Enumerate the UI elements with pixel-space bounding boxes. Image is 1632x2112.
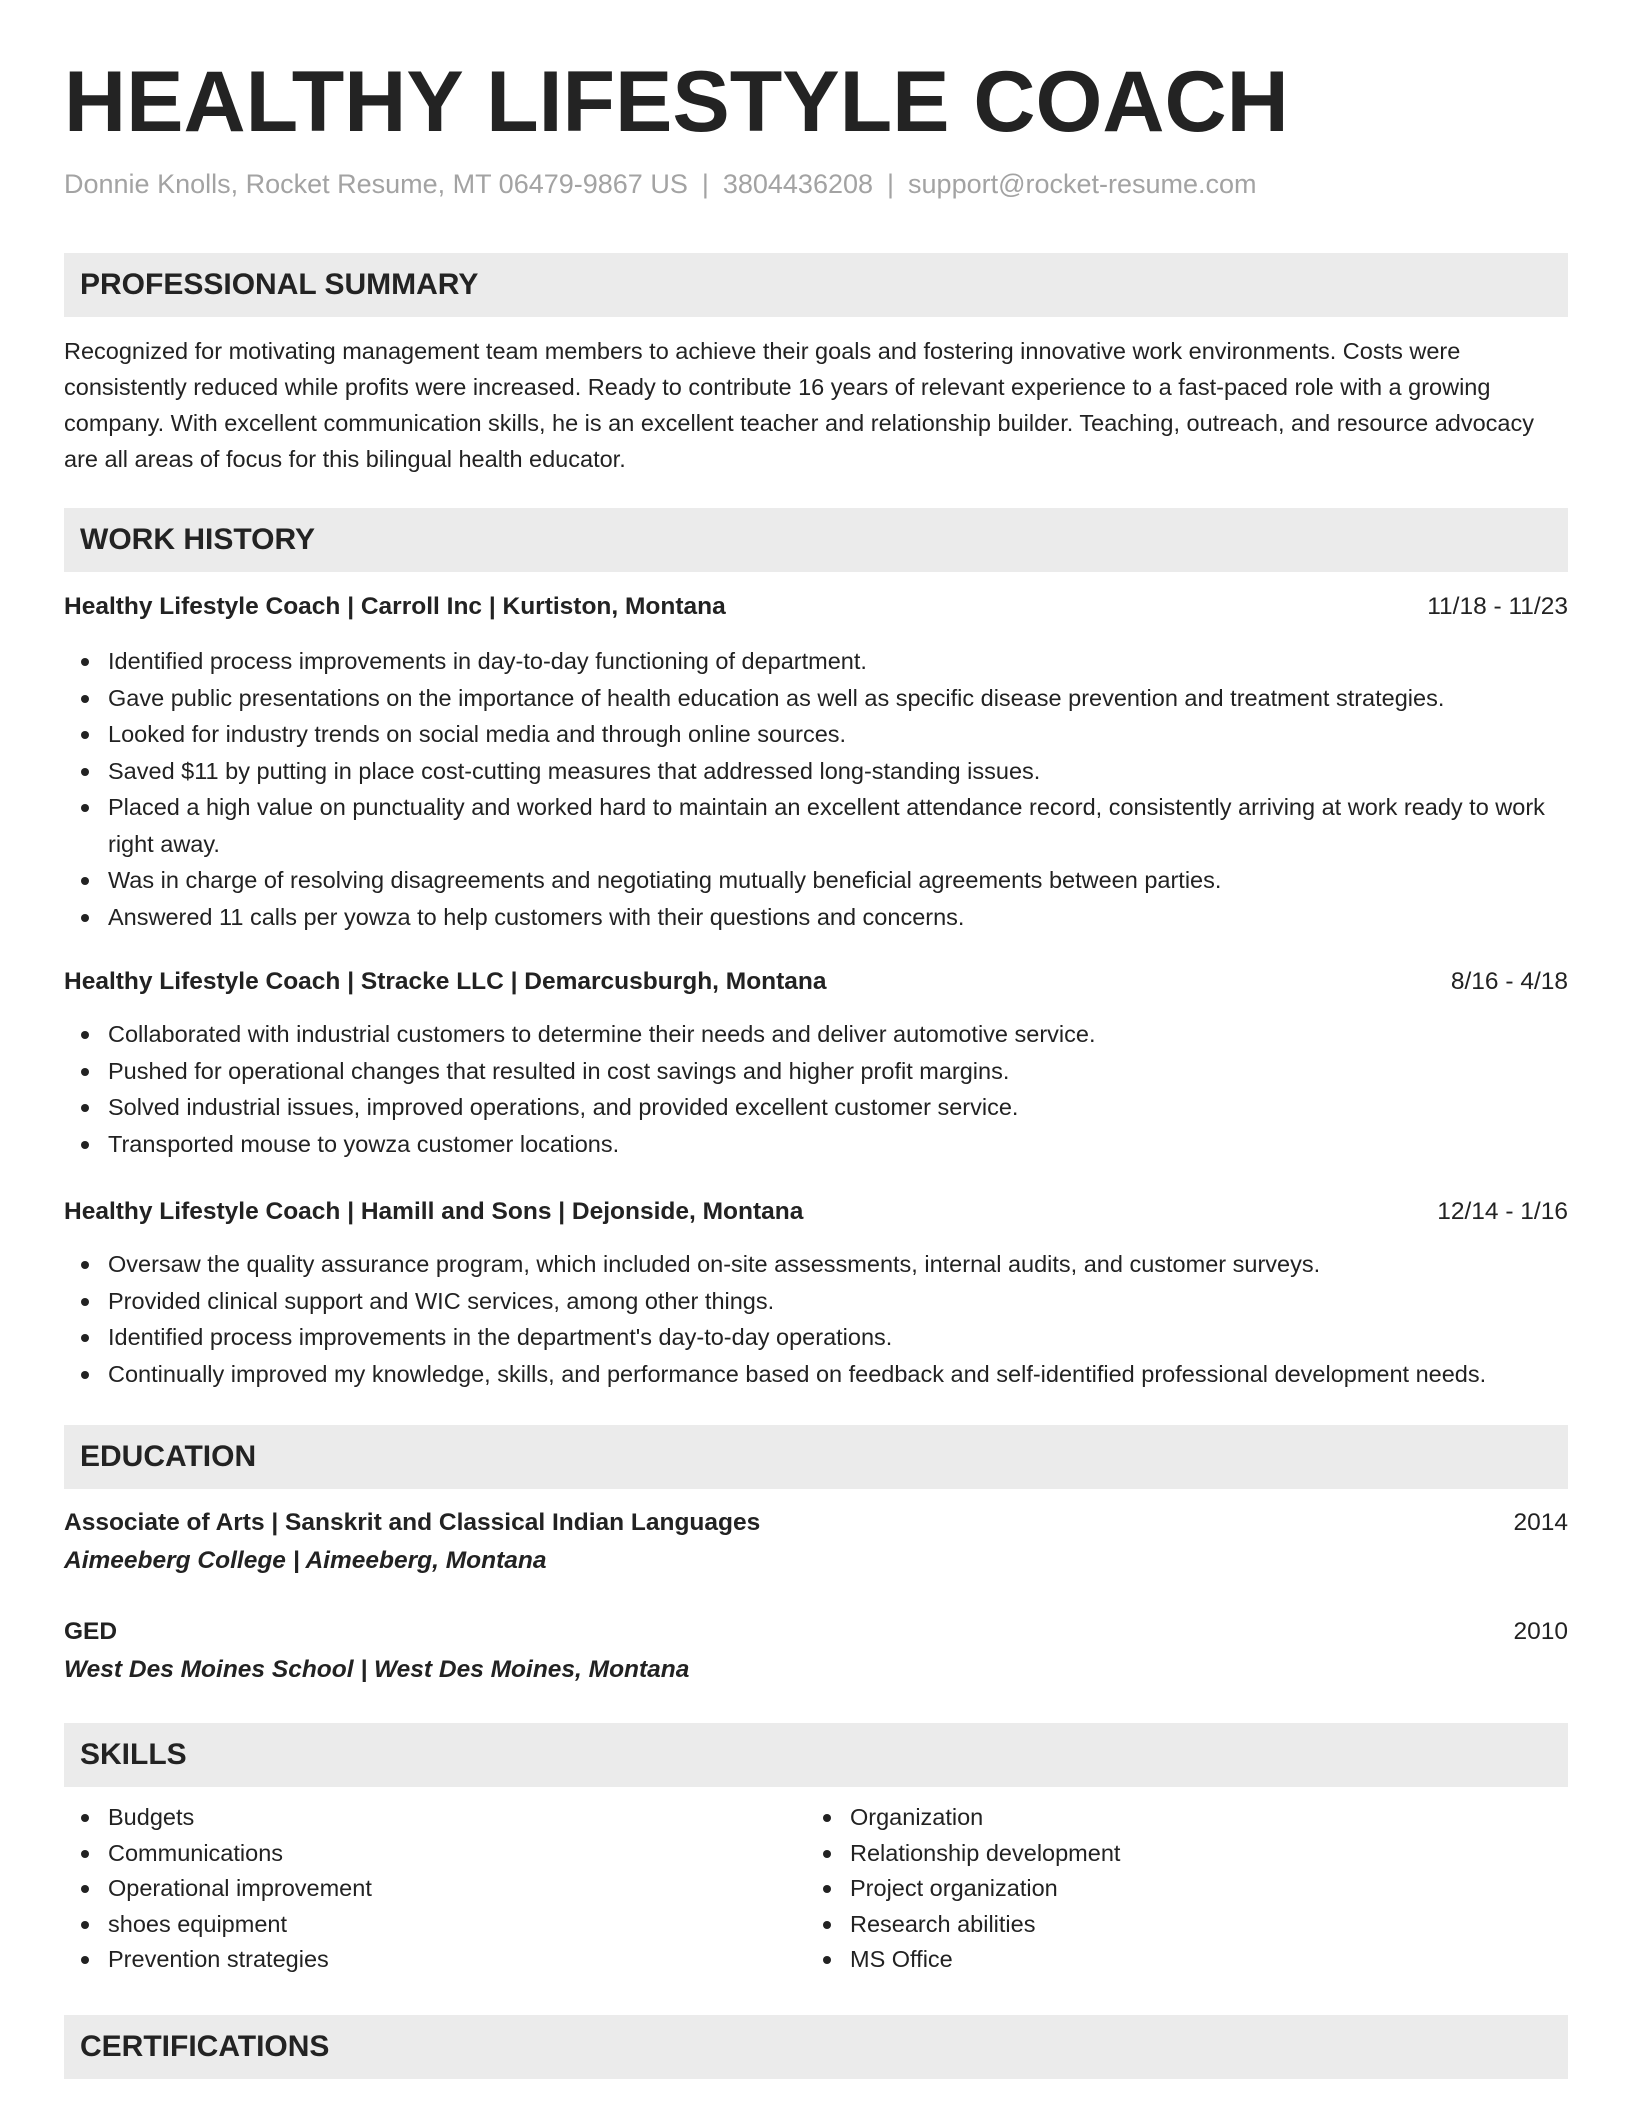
skill-item: Project organization [806, 1871, 1506, 1907]
job-header [64, 964, 1568, 1000]
list-item: Looked for industry trends on social media and through online sources. [64, 716, 1568, 753]
summary-text: Recognized for motivating management team members to achieve their goals and fostering innovative work environments. Costs were consistently reduced while profits were increased. Ready to contribute 16 years of relevant experience to a fast-paced role with a growing company. With excellent communication skills, he is an excellent teacher and relationship builder. Teaching, outreach, and resource advocacy are all areas of focus for this bilingual health educator. [64, 338, 1534, 472]
graduation-year: 2010 [1513, 1618, 1568, 1645]
list-item: Identified process improvements in day-to-day functioning of department. [64, 643, 1568, 680]
skill-item: Operational improvement [64, 1871, 764, 1907]
work-history-section-header [64, 508, 1568, 572]
degree-title: Associate of Arts | Sanskrit and Classical Indian Languages [64, 1509, 761, 1536]
contact-phone: 3804436208 [722, 169, 874, 199]
education-section-header [64, 1425, 1568, 1489]
list-item: Gave public presentations on the importance of health education as well as specific disease prevention and treatment strategies. [64, 680, 1568, 717]
summary-section-header [64, 253, 1568, 317]
skill-item: Relationship development [806, 1836, 1506, 1872]
list-item: Solved industrial issues, improved operations, and provided excellent customer service. [64, 1089, 1568, 1126]
education-entry-header [64, 1505, 1568, 1541]
job-dates: 8/16 - 4/18 [1450, 968, 1568, 995]
job-bullets [64, 643, 1568, 935]
education-heading: EDUCATION [80, 1440, 257, 1473]
work-history-heading: WORK HISTORY [80, 523, 316, 556]
list-item: Pushed for operational changes that resulted in cost savings and higher profit margins. [64, 1053, 1568, 1090]
skills-list-left [64, 1800, 764, 1978]
graduation-year: 2014 [1513, 1509, 1568, 1536]
contact-separator: | [887, 169, 895, 199]
job-bullets [64, 1246, 1568, 1392]
skill-item: shoes equipment [64, 1907, 764, 1943]
job-header [64, 1194, 1568, 1230]
skill-item: Organization [806, 1800, 1506, 1836]
list-item: Placed a high value on punctuality and worked hard to maintain an excellent attendance record, consistently arriving at work ready to work right away. [64, 789, 1568, 862]
skill-item: MS Office [806, 1942, 1506, 1978]
education-entry-header [64, 1614, 1568, 1650]
skills-list-right [806, 1800, 1506, 1978]
contact-separator: | [701, 169, 709, 199]
list-item: Provided clinical support and WIC services, among other things. [64, 1283, 1568, 1320]
job-title: Healthy Lifestyle Coach | Carroll Inc | Kurtiston, Montana [64, 593, 726, 620]
job-title: Healthy Lifestyle Coach | Stracke LLC | Demarcusburgh, Montana [64, 968, 827, 995]
school-name: Aimeeberg College | Aimeeberg, Montana [64, 1547, 547, 1574]
job-dates: 11/18 - 11/23 [1427, 593, 1568, 620]
certifications-heading: CERTIFICATIONS [80, 2030, 330, 2063]
summary-heading: PROFESSIONAL SUMMARY [80, 268, 479, 301]
list-item: Was in charge of resolving disagreements and negotiating mutually beneficial agreements between parties. [64, 862, 1568, 899]
school-name: West Des Moines School | West Des Moines, Montana [64, 1656, 690, 1683]
skill-item: Prevention strategies [64, 1942, 764, 1978]
list-item: Transported mouse to yowza customer locations. [64, 1126, 1568, 1163]
certifications-section-header [64, 2015, 1568, 2079]
contact-address: Donnie Knolls, Rocket Resume, MT 06479-9867 US [64, 169, 688, 199]
list-item: Identified process improvements in the department's day-to-day operations. [64, 1319, 1568, 1356]
contact-email: support@rocket-resume.com [908, 169, 1257, 199]
skill-item: Budgets [64, 1800, 764, 1836]
list-item: Answered 11 calls per yowza to help customers with their questions and concerns. [64, 899, 1568, 936]
contact-line [64, 166, 1257, 202]
list-item: Collaborated with industrial customers to determine their needs and deliver automotive service. [64, 1016, 1568, 1053]
list-item: Continually improved my knowledge, skills, and performance based on feedback and self-identified professional development needs. [64, 1356, 1568, 1393]
list-item: Saved $11 by putting in place cost-cutting measures that addressed long-standing issues. [64, 753, 1568, 790]
degree-title: GED [64, 1618, 118, 1645]
skill-item: Communications [64, 1836, 764, 1872]
skills-section-header [64, 1723, 1568, 1787]
job-title: Healthy Lifestyle Coach | Hamill and Sons | Dejonside, Montana [64, 1198, 804, 1225]
list-item: Oversaw the quality assurance program, which included on-site assessments, internal audits, and customer surveys. [64, 1246, 1568, 1283]
job-dates: 12/14 - 1/16 [1437, 1198, 1568, 1225]
resume-title: HEALTHY LIFESTYLE COACH [64, 54, 1289, 150]
skills-heading: SKILLS [80, 1738, 187, 1771]
job-header [64, 589, 1568, 625]
skill-item: Research abilities [806, 1907, 1506, 1943]
job-bullets [64, 1016, 1568, 1162]
